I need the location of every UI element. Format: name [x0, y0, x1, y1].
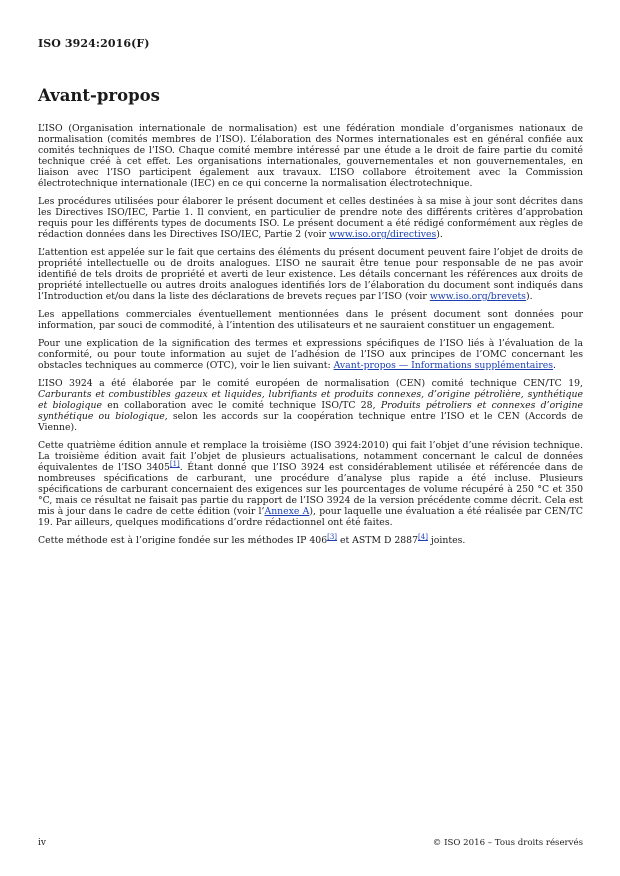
link-annex-a[interactable]: Annexe A	[264, 506, 310, 517]
document-id: ISO 3924:2016(F)	[38, 37, 150, 50]
paragraph-committee: L’ISO 3924 a été élaborée par le comité européen de normalisation (CEN) comité technique CEN/TC 19, Carburants et combustibles gazeux et liquides, lubrifiants et produits connexes, d’origine pétrolière, synthétique et biologique en collaboration avec le comité technique ISO/TC 28, Produits pétroliers et connexes d’origine synthétique ou biologique, selon les accords sur la coopération technique entre l’ISO et le CEN (Accords de Vienne).	[38, 378, 584, 433]
paragraph-iso-intro: L’ISO (Organisation internationale de normalisation) est une fédération mondiale d’organismes nationaux de normalisation (comités membres de l’ISO). L’élaboration des Normes internationales est en général confiée aux comités techniques de l’ISO. Chaque comité membre intéressé par une étude a le droit de faire partie du comité technique créé à cet effet. Les organisations internationales, gouvernementales et non gouvernementales, en liaison avec l’ISO participent également aux travaux. L’ISO collabore étroitement avec la Commission électrotechnique internationale (IEC) en ce qui concerne la normalisation électrotechnique.	[38, 123, 583, 189]
paragraph-patents: L’attention est appelée sur le fait que certains des éléments du présent document peuvent faire l’objet de droits de propriété intellectuelle ou de droits analogues. L’ISO ne saurait être tenue pour responsable de ne pas avoir identifié de tels droits de propriété et averti de leur existence. Les détails concernant les références aux droits de propriété intellectuelle ou autres droits analogues identifiés lors de l’élaboration du document sont indiqués dans l’Introduction et/ou dans la liste des déclarations de brevets reçues par l’ISO (voir www.iso.org/brevets).	[38, 247, 583, 302]
citation-ref-3[interactable]: [3]	[327, 532, 338, 541]
citation-ref-4[interactable]: [4]	[418, 532, 428, 541]
section-heading: Avant-propos	[38, 86, 160, 105]
foreword-body	[38, 123, 583, 553]
committee-title-iso: Produits pétroliers et connexes d’origine synthétique ou biologique	[38, 400, 583, 422]
committee-title-cen: Carburants et combustibles gazeux et liquides, lubrifiants et produits connexes, d’origine pétrolière, synthétique et biologique	[38, 389, 583, 411]
citation-ref-1[interactable]: [1]	[169, 459, 180, 468]
paragraph-conformity: Pour une explication de la signification des termes et expressions spécifiques de l’ISO liés à l’évaluation de la conformité, ou pour toute information au sujet de l’adhésion de l’ISO aux principes de l’OMC concernant les obstacles techniques au commerce (OTC), voir le lien suivant: Avant-propos — Informations supplémentaires.	[38, 338, 583, 371]
paragraph-trade-names: Les appellations commerciales éventuellement mentionnées dans le présent document sont données pour information, par souci de commodité, à l’intention des utilisateurs et ne sauraient constituer un engagement.	[38, 309, 583, 331]
link-iso-directives[interactable]: www.iso.org/directives	[329, 229, 437, 240]
link-iso-patents[interactable]: www.iso.org/brevets	[429, 291, 526, 302]
paragraph-edition: Cette quatrième édition annule et remplace la troisième (ISO 3924:2010) qui fait l’objet d’une révision technique. La troisième édition avait fait l’objet de plusieurs actualisations, notamment concernant le calcul de données équivalentes de l’ISO 3405[1]. Étant donné que l’ISO 3924 est considérablement utilisée et référencée dans de nombreuses spécifications de carburant, une procédure d’analyse plus rapide a été incluse. Plusieurs spécifications de carburant concernaient des exigences sur les pourcentages de volume récupéré à 250 °C et 350 °C, mais ce résultat ne faisait pas partie du rapport de l’ISO 3924 de la version précédente comme décrit. Cela est mis à jour dans le cadre de cette édition (voir l’Annexe A), pour laquelle une évaluation a été réalisée par CEN/TC 19. Par ailleurs, quelques modifications d’ordre rédactionnel ont été faites.	[38, 440, 583, 528]
paragraph-method-origin: Cette méthode est à l’origine fondée sur les méthodes IP 406[3] et ASTM D 2887[4] jointes.	[38, 532, 466, 546]
page-number: iv	[38, 838, 46, 848]
copyright-notice: © ISO 2016 – Tous droits réservés	[432, 838, 583, 848]
paragraph-procedures: Les procédures utilisées pour élaborer le présent document et celles destinées à sa mise à jour sont décrites dans les Directives ISO/IEC, Partie 1. Il convient, en particulier de prendre note des différents critères d’approbation requis pour les différents types de documents ISO. Le présent document a été rédigé conformément aux règles de rédaction données dans les Directives ISO/IEC, Partie 2 (voir www.iso.org/directives).	[38, 196, 583, 240]
link-foreword-supplementary-info[interactable]: Avant-propos — Informations supplémentaires	[333, 360, 554, 371]
